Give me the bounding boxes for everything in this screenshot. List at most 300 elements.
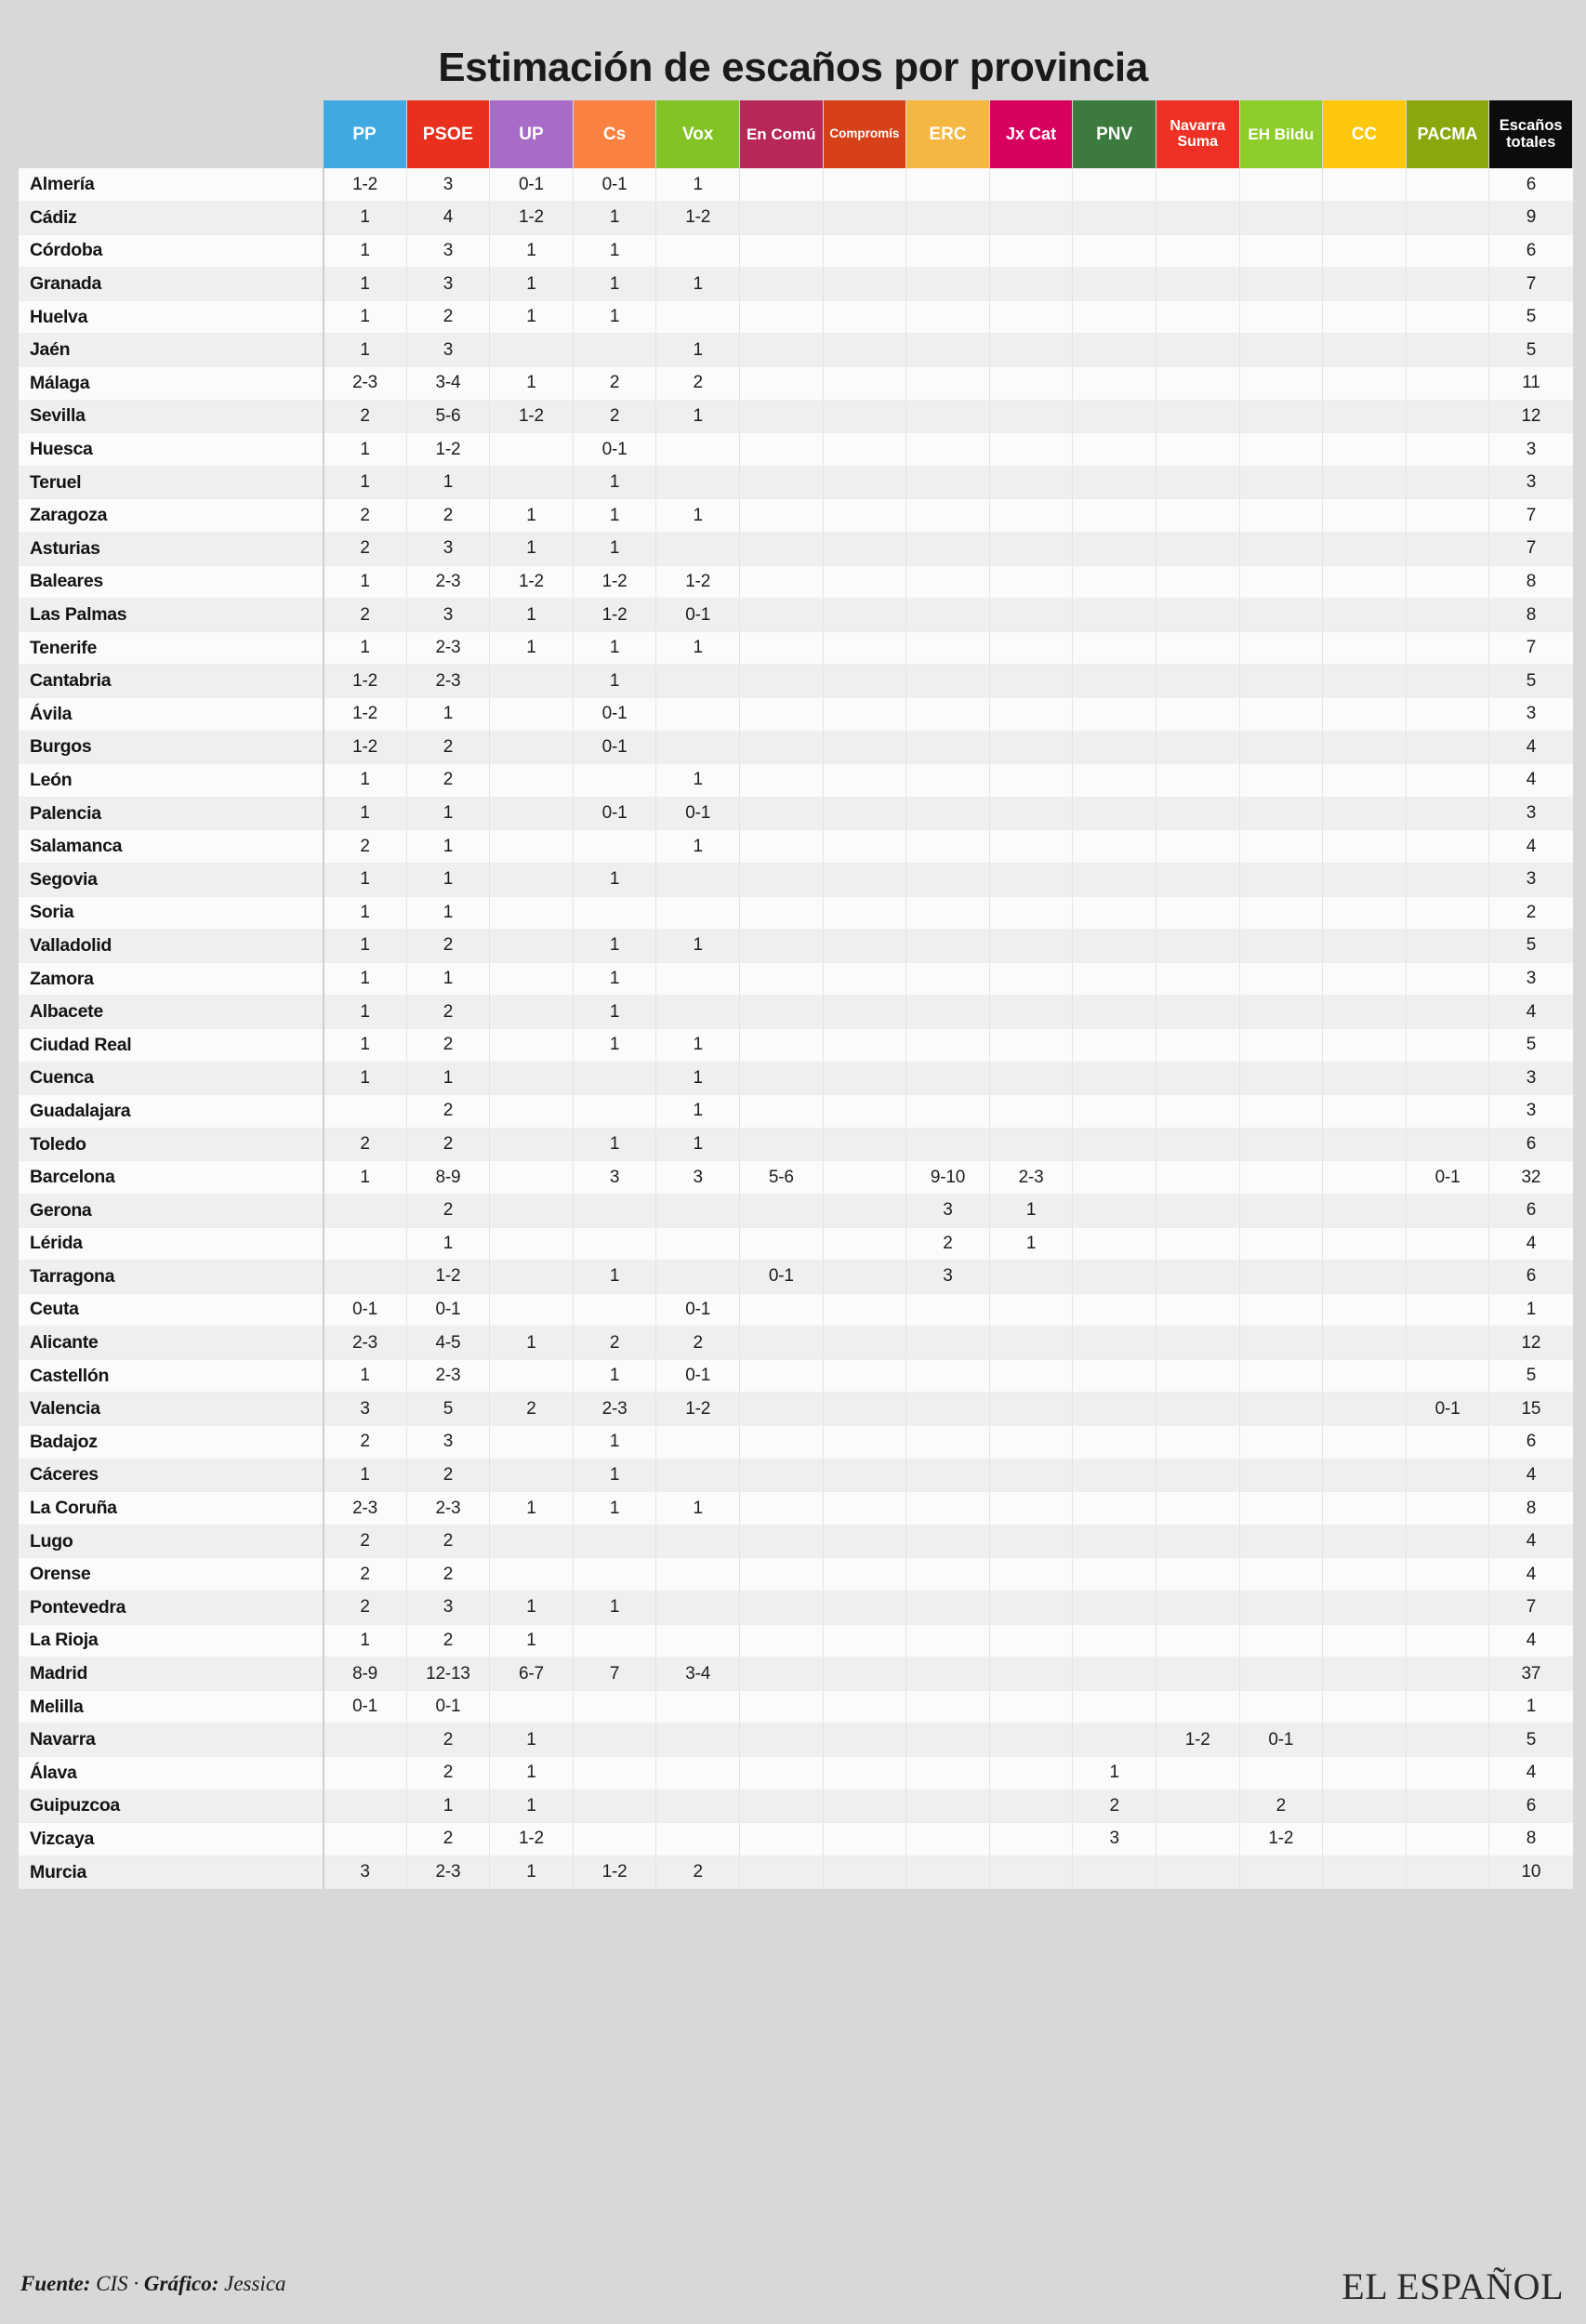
seats-cell-cc [1323,896,1407,930]
seats-cell-vox: 1 [656,1095,740,1129]
table-row [19,1459,1573,1492]
province-name-cell: Cantabria [19,665,324,698]
seats-cell-vox: 0-1 [656,599,740,632]
seats-cell-pp: 1-2 [324,168,407,202]
seats-cell-cc [1323,533,1407,566]
seats-cell-vox [656,1459,740,1492]
seats-cell-cc [1323,334,1407,367]
province-name-cell: Ávila [19,698,324,732]
seats-cell-pacma [1406,1095,1489,1129]
seats-cell-compromis [823,466,906,499]
seats-cell-pp [324,1095,407,1129]
seats-cell-navsuma [1156,202,1239,235]
total-seats-cell: 3 [1489,962,1573,996]
province-name-cell: Murcia [19,1855,324,1889]
seats-cell-pnv [1073,1525,1156,1558]
seats-cell-up [490,466,574,499]
seats-cell-pacma [1406,698,1489,732]
seats-cell-navsuma [1156,1624,1239,1657]
seats-cell-cs: 1 [573,631,656,665]
table-row [19,863,1573,896]
seats-cell-jxcat [989,168,1073,202]
seats-cell-up: 1-2 [490,400,574,433]
table-row [19,1789,1573,1823]
seats-cell-jxcat [989,698,1073,732]
seats-cell-cc [1323,1723,1407,1757]
seats-cell-pp: 2 [324,499,407,533]
seats-cell-pacma [1406,996,1489,1029]
seats-cell-pnv [1073,1227,1156,1261]
province-name-cell: La Coruña [19,1492,324,1525]
seats-cell-vox [656,533,740,566]
seats-cell-ehbildu [1239,433,1323,467]
seats-cell-cs: 1 [573,962,656,996]
seats-cell-navsuma [1156,1095,1239,1129]
seats-cell-jxcat [989,565,1073,599]
total-seats-cell: 3 [1489,433,1573,467]
seats-cell-encomu [739,962,823,996]
seats-cell-pnv [1073,930,1156,963]
table-row [19,1426,1573,1459]
seats-cell-erc: 2 [906,1227,990,1261]
seats-cell-up [490,665,574,698]
province-name-cell: Huesca [19,433,324,467]
seats-cell-jxcat [989,1690,1073,1723]
province-name-cell: Sevilla [19,400,324,433]
total-seats-cell: 3 [1489,698,1573,732]
seats-cell-erc [906,400,990,433]
seats-cell-encomu [739,896,823,930]
seats-cell-ehbildu: 2 [1239,1789,1323,1823]
seats-cell-up: 1 [490,268,574,301]
seats-cell-erc [906,168,990,202]
seats-cell-vox [656,433,740,467]
seats-cell-pnv [1073,1062,1156,1095]
seats-cell-compromis [823,1525,906,1558]
seats-cell-compromis [823,1426,906,1459]
table-row [19,631,1573,665]
seats-cell-cs [573,1062,656,1095]
seats-cell-psoe: 0-1 [406,1690,490,1723]
province-name-cell: Baleares [19,565,324,599]
seats-cell-compromis [823,1789,906,1823]
total-seats-cell: 3 [1489,863,1573,896]
seats-cell-cc [1323,1690,1407,1723]
seats-cell-pnv [1073,1657,1156,1691]
table-row [19,599,1573,632]
seats-cell-compromis [823,1161,906,1195]
province-name-cell: Tenerife [19,631,324,665]
seats-cell-up: 1 [490,1789,574,1823]
total-seats-cell: 4 [1489,731,1573,764]
seats-cell-cs: 1 [573,1492,656,1525]
seats-cell-ehbildu [1239,1624,1323,1657]
seats-cell-encomu [739,367,823,401]
table-row [19,1657,1573,1691]
seats-cell-vox [656,1525,740,1558]
seats-cell-psoe: 8-9 [406,1161,490,1195]
seats-cell-pnv [1073,1855,1156,1889]
table-row [19,665,1573,698]
seats-cell-cc [1323,1624,1407,1657]
seats-cell-ehbildu [1239,1757,1323,1790]
seats-cell-pp: 3 [324,1393,407,1426]
seats-cell-pacma [1406,1591,1489,1625]
table-row [19,1293,1573,1327]
seats-cell-pacma [1406,1757,1489,1790]
seats-cell-jxcat [989,268,1073,301]
seats-cell-pnv [1073,698,1156,732]
seats-cell-compromis [823,234,906,268]
seats-cell-compromis [823,1194,906,1227]
seats-cell-psoe: 4-5 [406,1327,490,1360]
seats-cell-vox: 1 [656,334,740,367]
seats-cell-pacma [1406,1789,1489,1823]
table-row [19,400,1573,433]
seats-cell-pacma [1406,797,1489,830]
table-row [19,1591,1573,1625]
seats-cell-ehbildu [1239,300,1323,334]
seats-cell-psoe: 2-3 [406,665,490,698]
seats-cell-psoe: 1 [406,1227,490,1261]
province-name-cell: Castellón [19,1359,324,1393]
seats-cell-pnv [1073,1293,1156,1327]
seats-cell-encomu [739,1194,823,1227]
seats-cell-cs: 1 [573,930,656,963]
seats-cell-cc [1323,268,1407,301]
seats-cell-erc [906,1757,990,1790]
seats-cell-erc [906,665,990,698]
seats-cell-vox [656,996,740,1029]
seats-cell-pnv [1073,1327,1156,1360]
seats-cell-erc [906,1095,990,1129]
province-name-cell: Navarra [19,1723,324,1757]
seats-cell-pp: 2 [324,830,407,864]
seats-cell-pnv [1073,367,1156,401]
seats-cell-up [490,764,574,798]
table-row [19,433,1573,467]
seats-cell-navsuma [1156,1789,1239,1823]
seats-cell-encomu [739,930,823,963]
seats-cell-psoe: 0-1 [406,1293,490,1327]
seats-cell-vox: 1 [656,1492,740,1525]
seats-cell-compromis [823,1690,906,1723]
party-header-label: Vox [681,124,714,144]
table-row [19,1327,1573,1360]
seats-cell-cc [1323,400,1407,433]
seats-cell-pp: 1 [324,268,407,301]
seats-cell-psoe: 2-3 [406,631,490,665]
seats-cell-encomu [739,1227,823,1261]
seats-cell-up [490,797,574,830]
seats-cell-up [490,1359,574,1393]
party-header-navsuma [1156,100,1239,168]
seats-cell-jxcat [989,1095,1073,1129]
seats-cell-pp: 2 [324,400,407,433]
seats-cell-up [490,1028,574,1062]
seats-cell-navsuma [1156,1261,1239,1294]
seats-cell-cs [573,1095,656,1129]
seats-cell-pnv [1073,996,1156,1029]
total-seats-cell: 4 [1489,1624,1573,1657]
party-header-label: PNV [1096,124,1133,144]
seats-cell-pp: 1 [324,863,407,896]
seats-cell-pp: 1 [324,300,407,334]
table-row [19,1095,1573,1129]
seats-cell-psoe: 2 [406,764,490,798]
seats-cell-ehbildu [1239,863,1323,896]
seats-cell-psoe: 12-13 [406,1657,490,1691]
seats-cell-compromis [823,202,906,235]
seats-cell-navsuma [1156,1591,1239,1625]
seats-cell-vox [656,1591,740,1625]
seats-cell-pnv [1073,830,1156,864]
seats-cell-vox: 0-1 [656,1293,740,1327]
total-seats-cell: 7 [1489,268,1573,301]
province-name-cell: Guadalajara [19,1095,324,1129]
seats-cell-cc [1323,599,1407,632]
seats-cell-erc [906,1657,990,1691]
seats-cell-jxcat [989,533,1073,566]
seats-cell-ehbildu [1239,202,1323,235]
seats-cell-encomu [739,1128,823,1161]
total-seats-cell: 5 [1489,1359,1573,1393]
seats-cell-pp: 1-2 [324,665,407,698]
seats-cell-erc: 3 [906,1261,990,1294]
separator-dot: · [133,2272,139,2295]
seats-cell-psoe: 3 [406,168,490,202]
seats-cell-pp: 1 [324,433,407,467]
seats-cell-ehbildu [1239,1227,1323,1261]
total-seats-cell: 5 [1489,334,1573,367]
seats-cell-up [490,896,574,930]
seats-cell-cs [573,1757,656,1790]
seats-cell-cs: 2 [573,367,656,401]
seats-cell-erc [906,863,990,896]
footer [0,2259,1586,2324]
seats-cell-pp: 2 [324,1591,407,1625]
table-row [19,334,1573,367]
seats-cell-cs: 1 [573,466,656,499]
seats-cell-pp: 1 [324,1161,407,1195]
table-row [19,1558,1573,1591]
party-header-erc [906,100,990,168]
seats-cell-up [490,731,574,764]
party-header-label: PACMA [1417,125,1478,144]
seats-cell-cs: 2-3 [573,1393,656,1426]
seats-cell-pacma [1406,1492,1489,1525]
seats-cell-cs: 7 [573,1657,656,1691]
seats-cell-compromis [823,1293,906,1327]
graphic-value: Jessica [224,2272,286,2295]
seats-cell-ehbildu [1239,367,1323,401]
total-seats-cell: 7 [1489,631,1573,665]
seats-cell-cs: 1 [573,1028,656,1062]
seats-cell-pnv [1073,764,1156,798]
seats-cell-pacma [1406,1227,1489,1261]
seats-cell-psoe: 1 [406,1789,490,1823]
seats-cell-navsuma [1156,1757,1239,1790]
seats-cell-up: 1 [490,1757,574,1790]
seats-cell-pp: 0-1 [324,1690,407,1723]
seats-cell-ehbildu: 1-2 [1239,1823,1323,1856]
total-seats-cell: 7 [1489,1591,1573,1625]
seats-cell-encomu [739,1525,823,1558]
province-name-cell: Badajoz [19,1426,324,1459]
seats-cell-up [490,1525,574,1558]
province-name-cell: Pontevedra [19,1591,324,1625]
province-name-cell: Jaén [19,334,324,367]
seats-cell-psoe: 1 [406,896,490,930]
seats-cell-jxcat [989,1789,1073,1823]
province-name-cell: Ceuta [19,1293,324,1327]
seats-cell-psoe: 3 [406,533,490,566]
seats-cell-navsuma [1156,1459,1239,1492]
seats-cell-erc [906,1591,990,1625]
seats-cell-up [490,1459,574,1492]
table-row [19,1690,1573,1723]
seats-cell-cc [1323,367,1407,401]
table-row [19,499,1573,533]
total-seats-cell: 2 [1489,896,1573,930]
seats-cell-up [490,930,574,963]
seats-cell-cc [1323,1855,1407,1889]
seats-cell-navsuma [1156,1492,1239,1525]
seats-cell-erc [906,1128,990,1161]
province-name-cell: Tarragona [19,1261,324,1294]
party-header-label: Jx Cat [1006,125,1057,144]
seats-cell-vox [656,234,740,268]
seats-cell-erc [906,1723,990,1757]
seats-cell-pnv [1073,1393,1156,1426]
table-row [19,896,1573,930]
seats-cell-psoe: 3 [406,334,490,367]
seats-cell-cc [1323,996,1407,1029]
seats-cell-jxcat [989,996,1073,1029]
graphic-label: Gráfico: [143,2272,219,2295]
seats-cell-ehbildu [1239,1426,1323,1459]
seats-cell-pacma [1406,764,1489,798]
seats-cell-compromis [823,797,906,830]
seats-cell-navsuma [1156,599,1239,632]
seats-cell-cs: 0-1 [573,797,656,830]
seats-cell-jxcat [989,1128,1073,1161]
seats-cell-cc [1323,1757,1407,1790]
seats-cell-erc [906,533,990,566]
seats-cell-pacma [1406,1525,1489,1558]
total-seats-cell: 7 [1489,499,1573,533]
total-seats-cell: 5 [1489,300,1573,334]
seats-cell-navsuma [1156,1558,1239,1591]
seats-cell-jxcat [989,1426,1073,1459]
seats-cell-cs: 1 [573,234,656,268]
table-row [19,202,1573,235]
seats-cell-encomu [739,202,823,235]
seats-cell-erc [906,1855,990,1889]
total-seats-cell: 4 [1489,1227,1573,1261]
seats-cell-encomu: 0-1 [739,1261,823,1294]
seats-cell-erc [906,631,990,665]
seats-cell-encomu [739,433,823,467]
seats-cell-encomu [739,1591,823,1625]
seats-cell-encomu [739,830,823,864]
table-row [19,1359,1573,1393]
seats-cell-ehbildu [1239,764,1323,798]
seats-cell-pnv [1073,962,1156,996]
seats-cell-pp [324,1757,407,1790]
seats-cell-up [490,1062,574,1095]
seats-cell-pacma [1406,565,1489,599]
seats-cell-pnv [1073,665,1156,698]
seats-cell-pp: 1 [324,1459,407,1492]
seats-cell-pacma [1406,1723,1489,1757]
seats-cell-encomu [739,1789,823,1823]
seats-cell-cs: 2 [573,400,656,433]
seats-cell-psoe: 2 [406,731,490,764]
seats-cell-up: 1 [490,1723,574,1757]
seats-cell-navsuma [1156,1128,1239,1161]
province-name-cell: Barcelona [19,1161,324,1195]
brand-logo: EL ESPAÑOL [1341,2265,1564,2307]
seats-cell-compromis [823,1327,906,1360]
seats-cell-compromis [823,731,906,764]
province-name-cell: Palencia [19,797,324,830]
seats-cell-psoe: 2 [406,1624,490,1657]
seats-cell-up: 2 [490,1393,574,1426]
seats-cell-compromis [823,1459,906,1492]
seats-cell-encomu [739,1293,823,1327]
province-name-cell: La Rioja [19,1624,324,1657]
table-row [19,367,1573,401]
seats-cell-cs: 1 [573,268,656,301]
seats-cell-up [490,1227,574,1261]
seats-cell-cc [1323,698,1407,732]
seats-cell-cs: 2 [573,1327,656,1360]
party-header-label: Cs [602,124,627,144]
seats-cell-erc [906,830,990,864]
seats-cell-encomu [739,268,823,301]
seats-cell-vox [656,300,740,334]
seats-cell-pnv [1073,1161,1156,1195]
province-name-cell: Cáceres [19,1459,324,1492]
seats-cell-erc [906,1558,990,1591]
seats-cell-cs [573,1723,656,1757]
seats-cell-compromis [823,334,906,367]
party-header-jxcat [989,100,1073,168]
seats-cell-encomu [739,1393,823,1426]
seats-cell-psoe: 1 [406,698,490,732]
seats-cell-erc [906,268,990,301]
seats-cell-ehbildu [1239,1327,1323,1360]
seats-cell-cs: 1 [573,665,656,698]
seats-cell-erc [906,764,990,798]
seats-cell-psoe: 3 [406,234,490,268]
seats-cell-pp: 1 [324,1359,407,1393]
seats-cell-navsuma [1156,665,1239,698]
seats-cell-ehbildu [1239,1393,1323,1426]
total-seats-cell: 4 [1489,1757,1573,1790]
table-row [19,268,1573,301]
table-row [19,1525,1573,1558]
party-header-cs [573,100,656,168]
seats-cell-jxcat [989,234,1073,268]
seats-cell-navsuma [1156,1393,1239,1426]
province-name-cell: Orense [19,1558,324,1591]
seats-cell-psoe: 3 [406,268,490,301]
seats-cell-pp [324,1194,407,1227]
province-name-cell: Burgos [19,731,324,764]
seats-cell-pacma [1406,1128,1489,1161]
